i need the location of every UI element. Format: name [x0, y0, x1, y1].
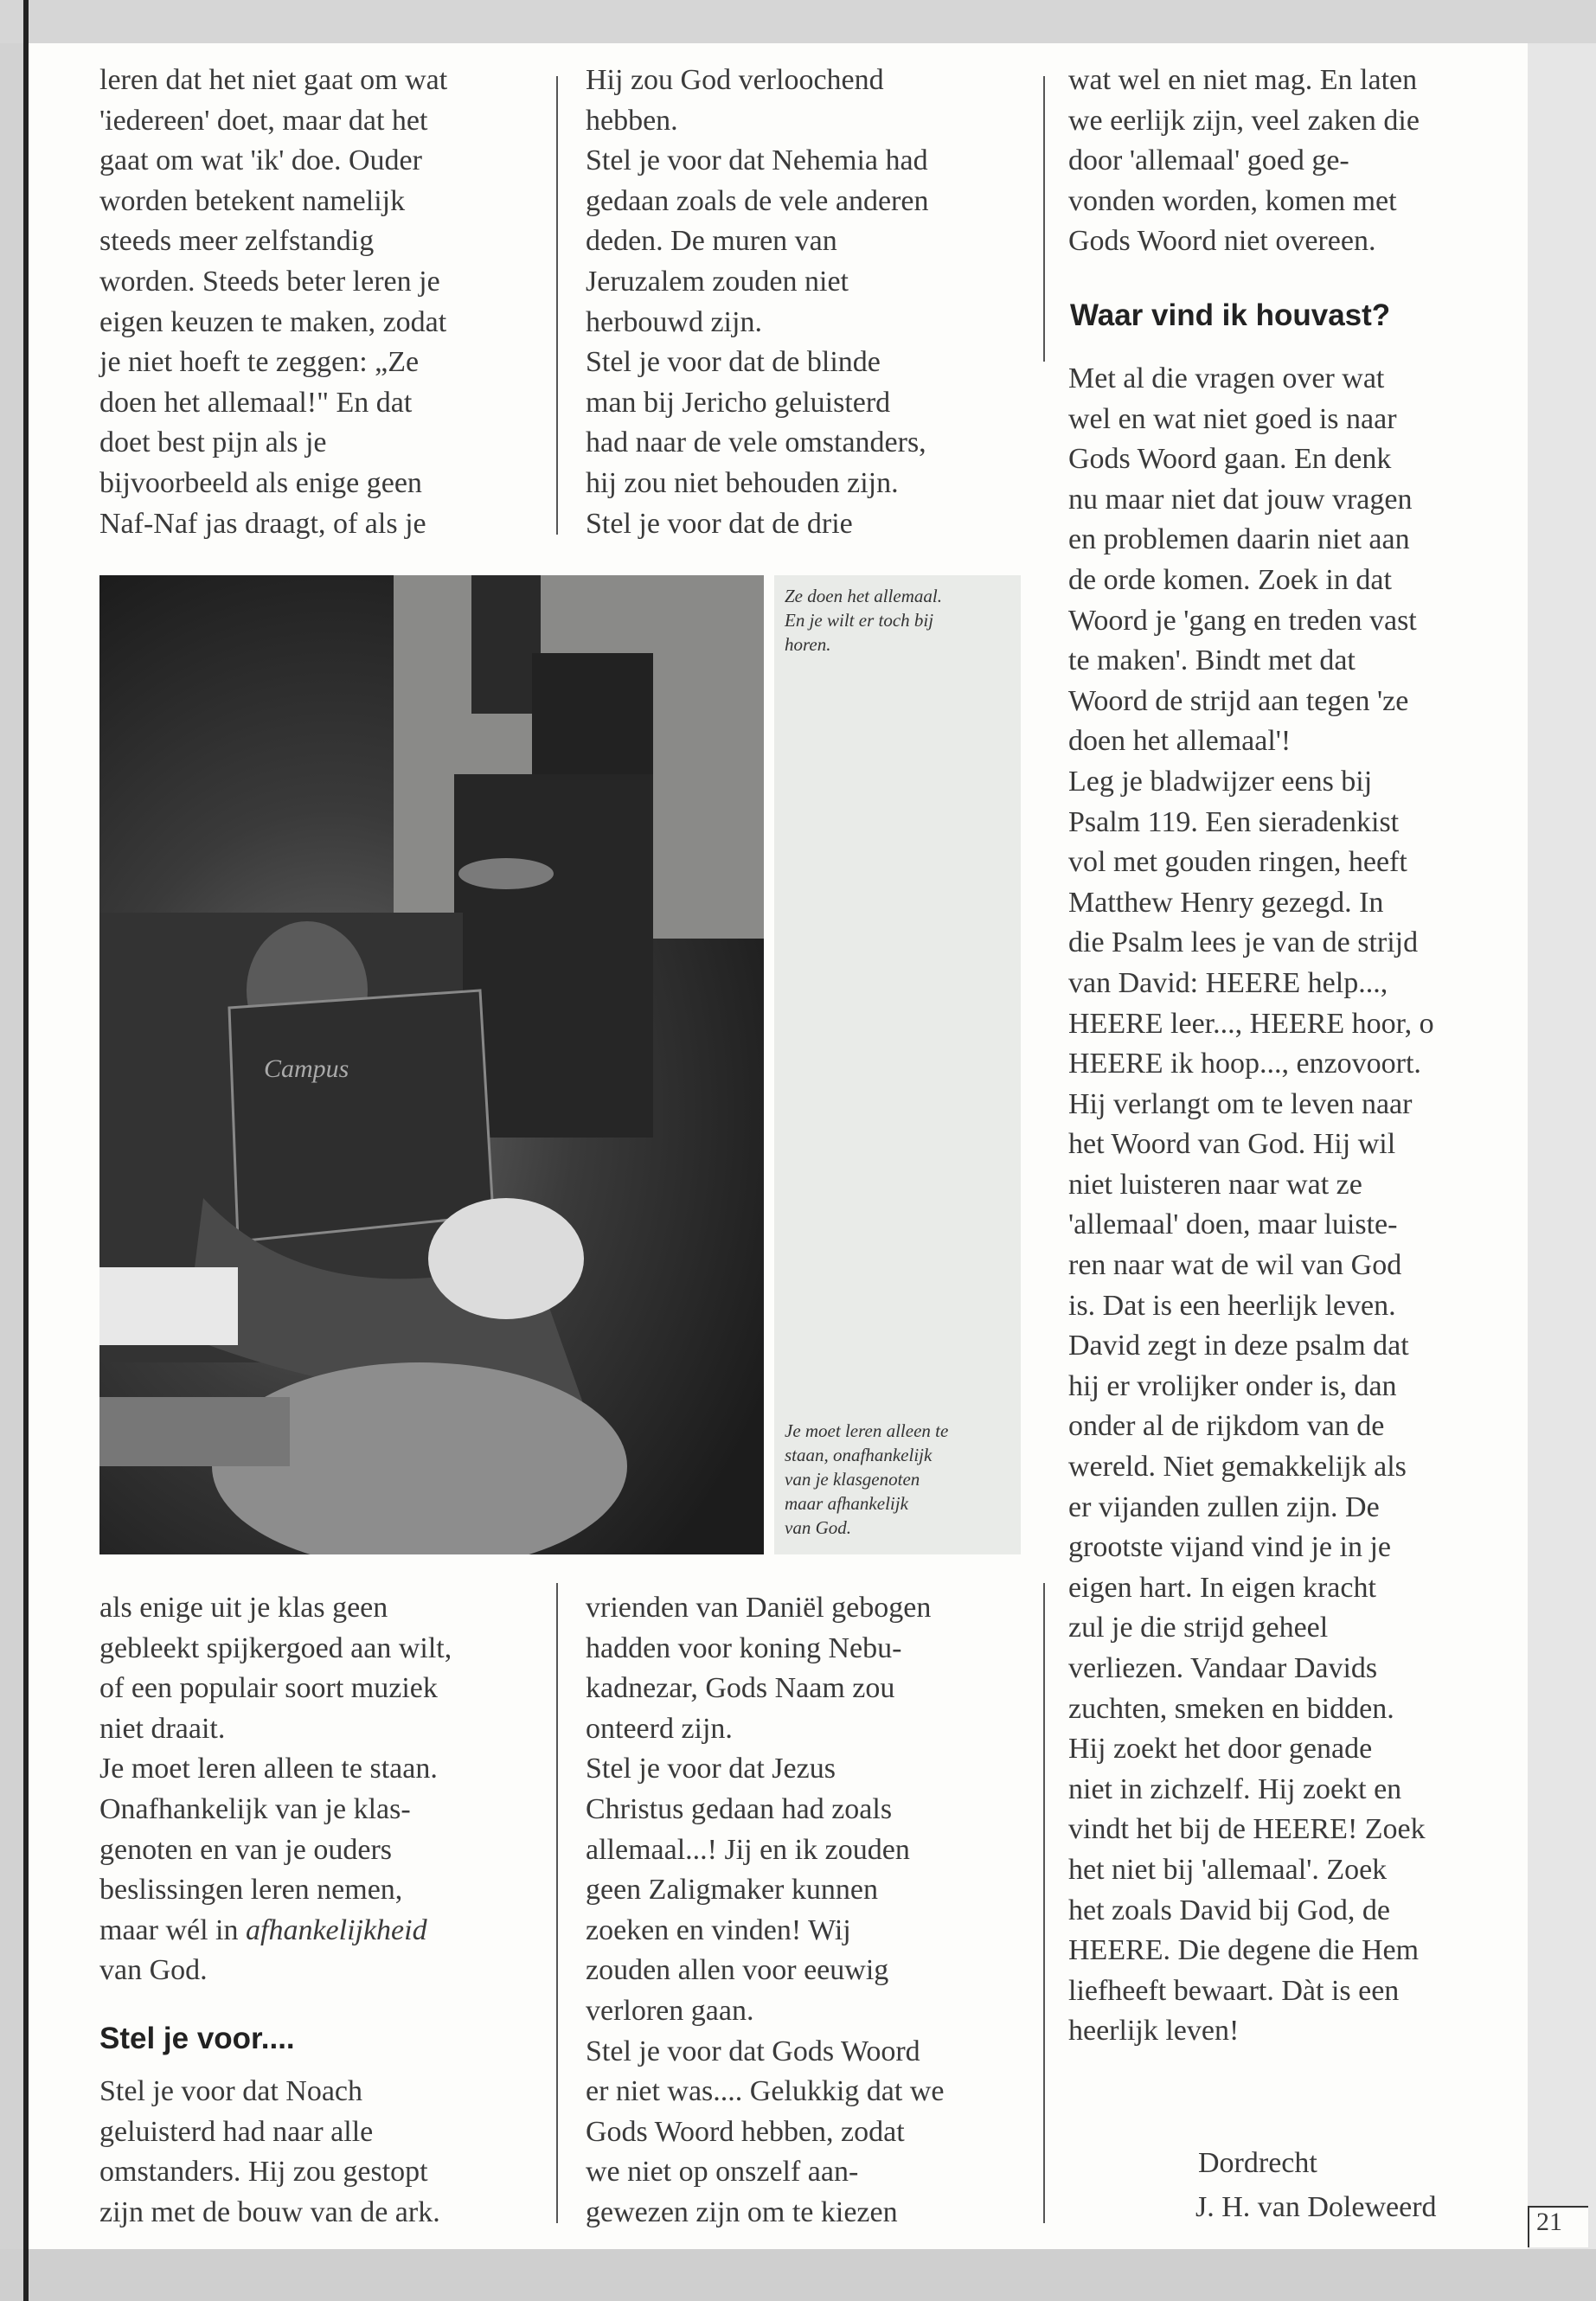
column-1-bottom-text: [99, 1588, 452, 1991]
text-run: als enige uit je klas geen gebleekt spijkergoed aan wilt, of een populair soort muziek niet draait. Je moet leren alleen te staan. Onafhankelijk van je klas- genoten en van je ouders beslissingen leren nemen, maar wél in: [99, 1592, 452, 1946]
column-divider: [1043, 1583, 1045, 2223]
scan-bottom-margin: [0, 2249, 1596, 2301]
svg-text:Campus: Campus: [264, 1054, 349, 1083]
photo-illustration: [99, 575, 764, 1554]
photo-boy-reading-magazine: [99, 575, 764, 1554]
text-run: van God.: [99, 1954, 208, 1987]
signature-name: J. H. van Doleweerd: [1195, 2191, 1437, 2223]
page-number: 21: [1528, 2206, 1588, 2247]
column-2-bottom-text: vrienden van Daniël gebogen hadden voor koning Nebu- kadnezar, Gods Naam zou onteerd zijn. Stel je voor dat Jezus Christus gedaan had zoals allemaal...! Jij en ik zouden geen Zaligmaker kunnen zoeken en vinden! Wij zouden allen voor eeuwig verloren gaan. Stel je voor dat Gods Woord er niet was.... Gelukkig dat we Gods Woord hebben, zodat we niet op onszelf aan- gewezen zijn om te kiezen: [586, 1592, 945, 2228]
column-divider: [1043, 76, 1045, 362]
section-heading-stel-je-voor: Stel je voor....: [99, 2022, 295, 2055]
column-3-top-text: wat wel en niet mag. En laten we eerlijk zijn, veel zaken die door 'allemaal' goed ge- vonden worden, komen met Gods Woord niet overeen.: [1068, 64, 1420, 258]
signature-place: Dordrecht: [1198, 2147, 1317, 2179]
page-left-edge: [23, 0, 29, 2301]
photo-caption-panel: [774, 575, 1021, 1554]
column-1-top-text: leren dat het niet gaat om wat 'iedereen' doet, maar dat het gaat om wat 'ik' doe. Ouder worden betekent namelijk steeds meer zelfstandig worden. Steeds beter leren je eigen keuzen te maken, zodat je niet hoeft te zeggen: „Ze doen het allemaal!" En dat doet best pijn als je bijvoorbeeld als enige geen Naf-Naf jas draagt, of als je: [99, 64, 448, 540]
column-1-closing-text: Stel je voor dat Noach geluisterd had naar alle omstanders. Hij zou gestopt zijn met de bouw van de ark.: [99, 2075, 440, 2228]
column-2-top-text: Hij zou God verloochend hebben. Stel je voor dat Nehemia had gedaan zoals de vele anderen deden. De muren van Jeruzalem zouden niet herbouwd zijn. Stel je voor dat de blinde man bij Jericho geluisterd had naar de vele omstanders, hij zou niet behouden zijn. Stel je voor dat de drie: [586, 64, 929, 540]
column-divider: [556, 1583, 558, 2223]
emphasis-afhankelijkheid: afhankelijkheid: [246, 1913, 427, 1946]
scan-top-margin: [0, 0, 1596, 43]
section-heading-houvast: Waar vind ik houvast?: [1070, 298, 1391, 332]
scan-right-margin: [1528, 43, 1596, 2249]
column-3-body-text: Met al die vragen over wat wel en wat niet goed is naar Gods Woord gaan. En denk nu maar niet dat jouw vragen en problemen daarin niet aan de orde komen. Zoek in dat Woord je 'gang en treden vast te maken'. Bindt met dat Woord de strijd aan tegen 'ze doen het allemaal'! Leg je bladwijzer eens bij Psalm 119. Een sieradenkist vol met gouden ringen, heeft Matthew Henry gezegd. In die Psalm lees je van de strijd van David: HEERE help..., HEERE leer..., HEERE hoor, o HEERE ik hoop..., enzovoort. Hij verlangt om te leven naar het Woord van God. Hij wil niet luisteren naar wat ze 'allemaal' doen, maar luiste- ren naar wat de wil van God is. Dat is een heerlijk leven. David zegt in deze psalm dat hij er vrolijker onder is, dan onder al de rijkdom van de wereld. Niet gemakkelijk als er vijanden zullen zijn. De grootste vijand vind je in je eigen hart. In eigen kracht zul je die strijd geheel verliezen. Vandaar Davids zuchten, smeken en bidden. Hij zoekt het door genade niet in zichzelf. Hij zoekt en vindt het bij de HEERE! Zoek het niet bij 'allemaal'. Zoek het zoals David bij God, de HEERE. Die degene die Hem liefheeft bewaart. Dàt is een heerlijk leven!: [1068, 362, 1434, 2048]
column-divider: [556, 76, 558, 535]
photo-caption-bottom: Je moet leren alleen te staan, onafhankelijk van je klasgenoten maar afhankelijk van God.: [785, 1420, 949, 1538]
photo-caption-top: Ze doen het allemaal. En je wilt er toch bij horen.: [785, 586, 942, 655]
